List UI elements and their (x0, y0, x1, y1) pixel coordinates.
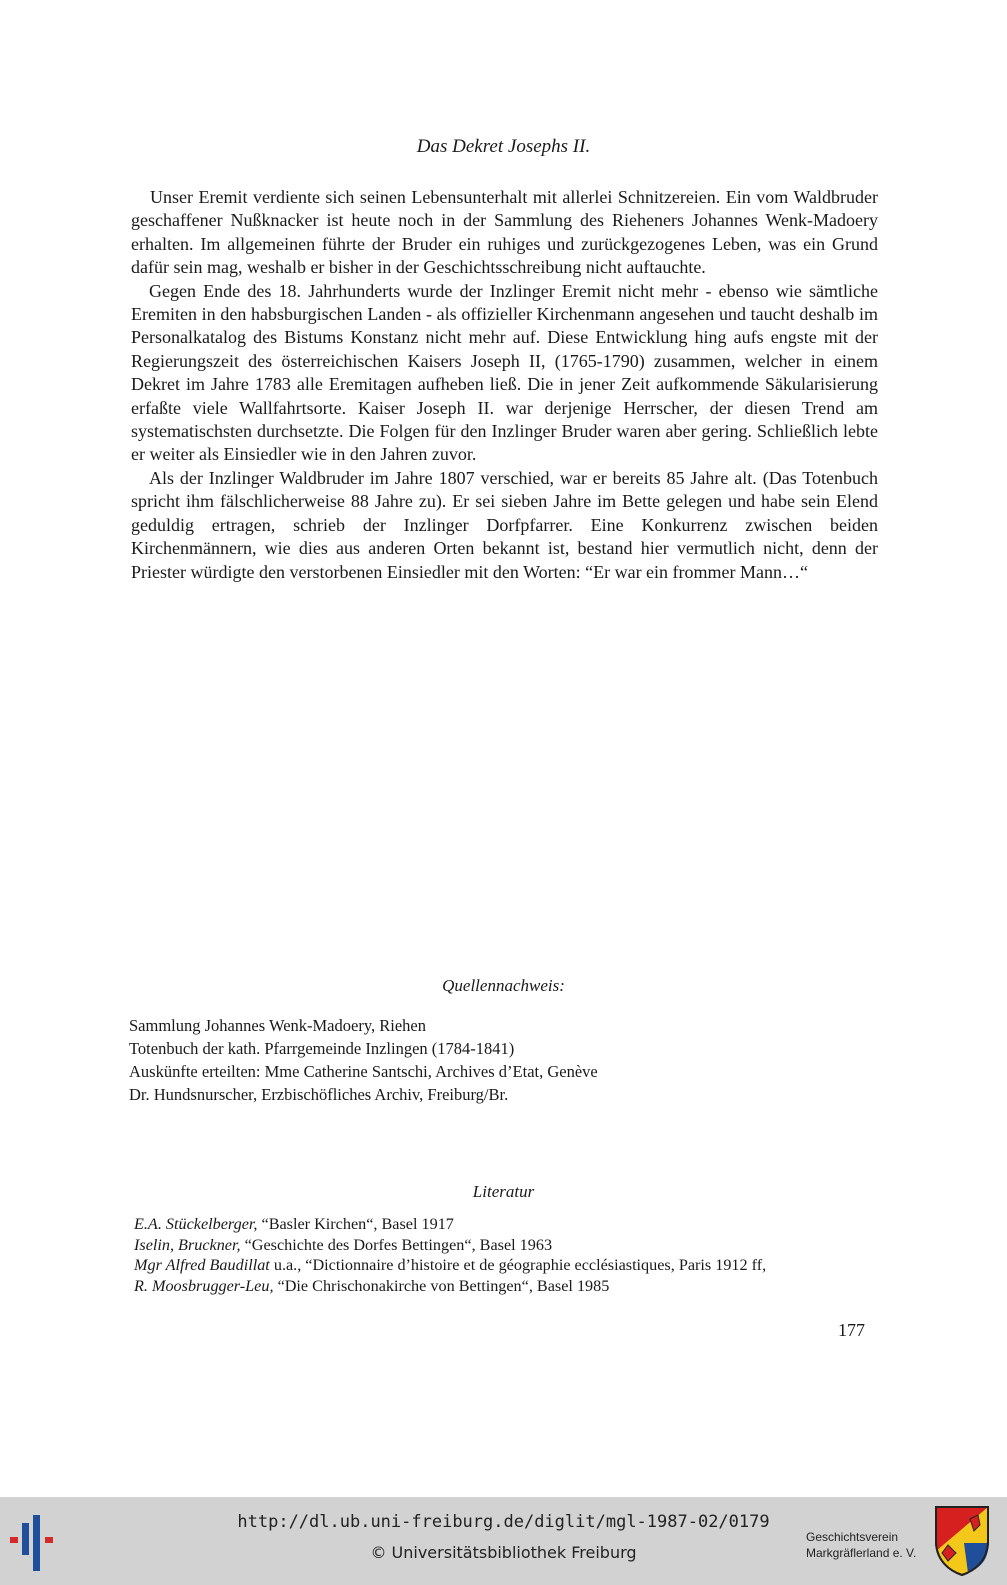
body-text (131, 186, 878, 584)
footer-copyright: © Universitätsbibliothek Freiburg (370, 1543, 637, 1562)
source-item: Dr. Hundsnurscher, Erzbischöfliches Archiv, Freiburg/Br. (129, 1085, 509, 1104)
literature-list (134, 1214, 894, 1296)
sources-heading (0, 976, 1007, 996)
literature-author: E.A. Stückelberger, (134, 1215, 258, 1233)
page-number: 177 (838, 1320, 865, 1340)
literature-author: Mgr Alfred Baudillat (134, 1256, 270, 1274)
paragraph-3: Als der Inzlinger Waldbruder im Jahre 1807 verschied, war er bereits 85 Jahre alt. (Das Totenbuch spricht ihm fälschlicherweise 88 Jahre zu). Er sei sieben Jahre im Bette gelegen und habe sein Elend geduldig ertragen, schrieb der Inzlinger Dorfpfarrer. Eine Konkurrenz zwischen beiden Kirchenmännern, wie dies aus anderen Orten bekannt ist, bestand hier vermutlich nicht, denn der Priester würdigte den verstorbenen Einsiedler mit den Worten: “Er war ein frommer Mann…“ (131, 467, 878, 582)
society-name-line1: Geschichtsverein (806, 1530, 899, 1544)
page-title: Das Dekret Josephs II. (416, 136, 591, 157)
paragraph-1: Unser Eremit verdiente sich seinen Lebensunterhalt mit allerlei Schnitzereien. Ein vom Waldbruder geschaffener Nußknacker ist heute noch in der Sammlung des Rieheners Johannes Wenk-Madoery erhalten. Im allgemeinen führte der Bruder ein ruhiges und zurückgezogenes Leben, was ein Grund dafür sein mag, weshalb er bisher in der Geschichtsschreibung nicht auftauchte. (131, 187, 878, 278)
source-item: Sammlung Johannes Wenk-Madoery, Riehen (129, 1016, 426, 1035)
sources-list (129, 1014, 889, 1106)
society-name-line2: Markgräflerland e. V. (806, 1546, 917, 1560)
literature-item (134, 1214, 894, 1235)
literature-title: “Die Chrischonakirche von Bettingen“, Basel 1985 (273, 1276, 610, 1295)
society-name (806, 1529, 916, 1561)
literature-title: “Geschichte des Dorfes Bettingen“, Basel 1963 (240, 1235, 553, 1254)
literature-author: Iselin, Bruckner, (134, 1235, 241, 1254)
literature-item (134, 1255, 894, 1276)
footer-bar (0, 1497, 1007, 1585)
paragraph-2: Gegen Ende des 18. Jahrhunderts wurde der Inzlinger Eremit nicht mehr - ebenso wie sämtliche Eremiten in den habsburgischen Landen - als offizieller Kirchenmann angesehen und taucht deshalb im Personalkatalog des Bistums Konstanz nicht mehr auf. Diese Entwicklung hing aufs engste mit der Regierungszeit des österreichischen Kaisers Joseph II, (1765-1790) zusammen, welcher in einem Dekret im Jahre 1783 alle Eremitagen aufheben ließ. Die in jener Zeit aufkommende Säkularisierung erfaßte viele Wallfahrtsorte. Kaiser Joseph II. war derjenige Herrscher, der diesen Trend am systematischsten durchsetzte. Die Folgen für den Inzlinger Bruder waren aber gering. Schließlich lebte er weiter als Einsiedler wie in den Jahren zuvor. (131, 280, 878, 465)
footer-url-link[interactable]: http://dl.ub.uni-freiburg.de/diglit/mgl-1987-02/0179 (237, 1512, 770, 1532)
literature-title: u.a., “Dictionnaire d’histoire et de géographie ecclésiastiques, Paris 1912 ff, (269, 1256, 767, 1274)
literature-title: “Basler Kirchen“, Basel 1917 (257, 1215, 454, 1233)
source-item: Auskünfte erteilten: Mme Catherine Santschi, Archives d’Etat, Genève (129, 1062, 598, 1081)
literature-author: R. Moosbrugger-Leu, (134, 1276, 274, 1295)
literature-heading: Literatur (472, 1182, 535, 1201)
literature-item (134, 1235, 894, 1256)
sources-heading-text: Quellennachweis: (442, 976, 565, 995)
literature-item (134, 1276, 894, 1297)
coat-of-arms-icon (934, 1505, 990, 1577)
source-item: Totenbuch der kath. Pfarrgemeinde Inzlingen (1784-1841) (129, 1039, 515, 1058)
